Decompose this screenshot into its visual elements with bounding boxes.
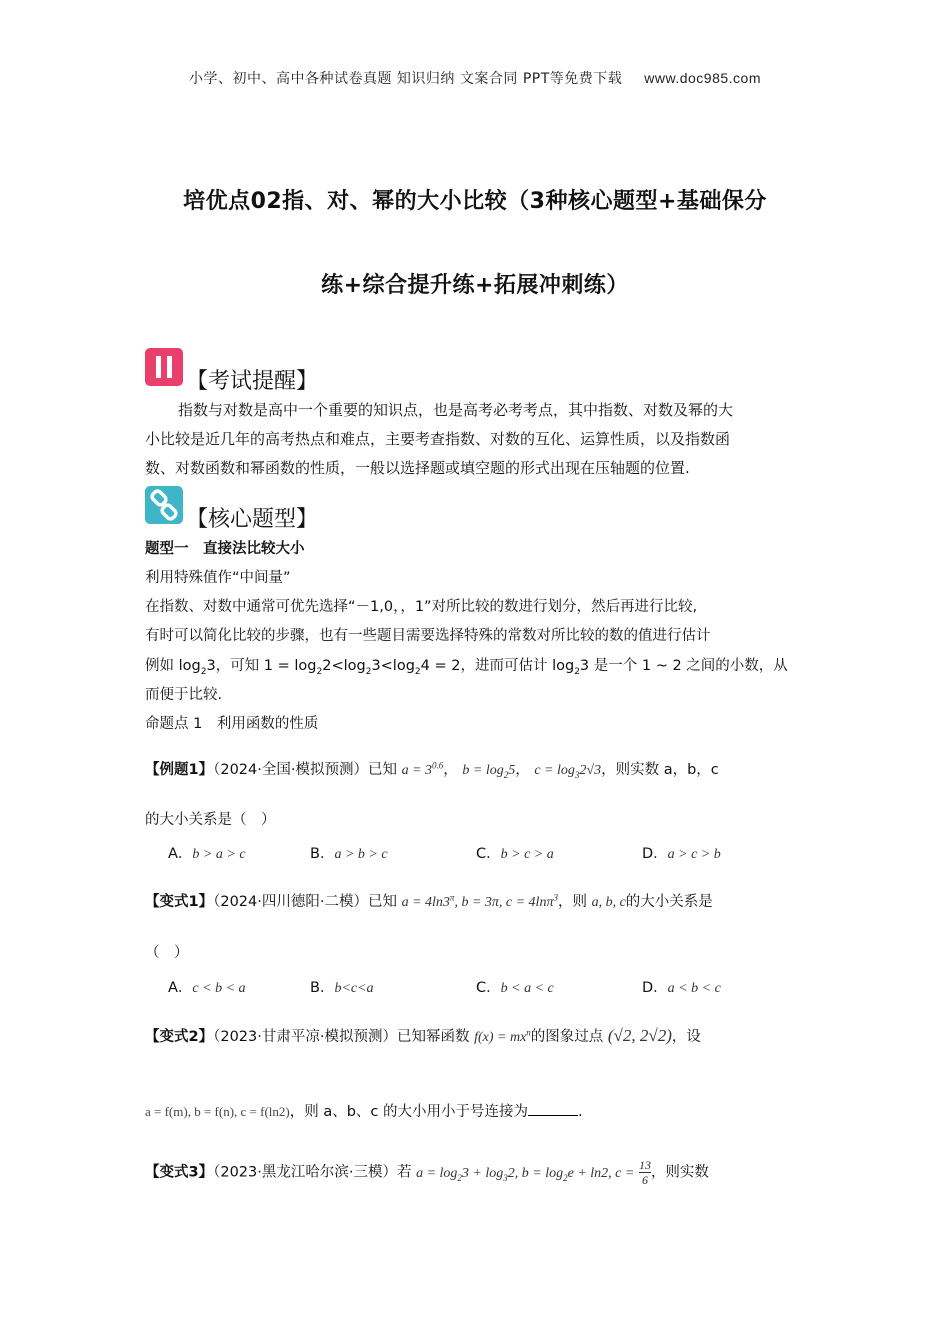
- type1-line2: 有时可以简化比较的步骤，也有一些题目需要选择特殊的常数对所比较的数的值进行估计: [145, 628, 711, 644]
- link-icon: [145, 486, 183, 524]
- example1-option-a[interactable]: A．b > a > c: [168, 846, 246, 862]
- section-heading-core-types: 【核心题型】: [186, 507, 319, 532]
- doc-title-line1: 培优点02指、对、幂的大小比较（3种核心题型+基础保分: [183, 189, 767, 214]
- header-text: 小学、初中、高中各种试卷真题 知识归纳 文案合同 PPT等免费下载: [188, 71, 623, 87]
- fraction-13-6: $\frac{13}{6}$: [638, 1158, 651, 1187]
- exam-tip-line: 指数与对数是高中一个重要的知识点，也是高考必考考点，其中指数、对数及幂的大: [178, 401, 734, 419]
- variant1-option-d[interactable]: D．a < b < c: [642, 980, 721, 996]
- pause-icon: [145, 348, 183, 386]
- exam-tip-line: 小比较是近几年的高考热点和难点，主要考查指数、对数的互化、运算性质，以及指数函: [145, 430, 731, 448]
- page-header: [0, 68, 950, 88]
- variant2-stem: 【变式2】（2023·甘肃平凉·模拟预测）已知幂函数 $f(x) = mx^n$的图象过点 (√2, 2√2)，设: [145, 1026, 701, 1045]
- example1-stem: 【例题1】（2024·全国·模拟预测）已知 $a = 3^{0.6}$， $b = \log_25$， $c = \log_32√3$，则实数 a，b，c: [145, 760, 719, 780]
- variant3-stem: 【变式3】（2023·黑龙江哈尔滨·三模）若 $a = \log_23 + \log_32$, $b = \log_2e + \ln 2$, c = $\frac{13}{6}$ ，则实数: [145, 1158, 709, 1187]
- exam-tip-line: 数、对数函数和幂函数的性质，一般以选择题或填空题的形式出现在压轴题的位置.: [145, 459, 690, 477]
- section-heading-exam-tip: 【考试提醒】: [186, 369, 319, 394]
- type1-title: 题型一 直接法比较大小: [145, 541, 305, 557]
- type1-line1: 在指数、对数中通常可优先选择“－1,0，，1”对所比较的数进行划分，然后再进行比较,: [145, 599, 698, 615]
- variant1-question: （ ）: [145, 945, 189, 961]
- variant1-stem: 【变式1】（2024·四川德阳·二模）已知 $a = 4\ln 3^\pi$, b = 3π, c = 4lnπ$^3$，则 a, b, c的大小关系是: [145, 892, 713, 910]
- variant1-option-c[interactable]: C．b < a < c: [476, 980, 554, 996]
- type1-line3: 例如 $\log_23$，可知 $1 = \log_22<\log_23<\log_24 = 2$，进而可估计 $\log_23$ 是一个 1 ~ 2 之间的小数，从: [145, 658, 788, 677]
- exam-tip-paragraph: [145, 396, 807, 483]
- type1-line4: 而便于比较.: [145, 687, 223, 703]
- example1-option-d[interactable]: D．a > c > b: [642, 846, 721, 862]
- variant1-option-a[interactable]: A．c < b < a: [168, 980, 246, 996]
- example1-option-b[interactable]: B．a > b > c: [310, 846, 388, 862]
- point1-title: 命题点 1 利用函数的性质: [145, 716, 319, 732]
- example1-option-c[interactable]: C．b > c > a: [476, 846, 554, 862]
- type1-subtitle: 利用特殊值作“中间量”: [145, 570, 291, 586]
- variant1-option-b[interactable]: B．b<c<a: [310, 980, 374, 996]
- header-url[interactable]: www.doc985.com: [644, 70, 761, 86]
- example1-question: 的大小关系是（ ）: [145, 812, 276, 828]
- answer-blank[interactable]: [528, 1103, 578, 1116]
- doc-title-line2: 练+综合提升练+拓展冲刺练）: [321, 273, 629, 298]
- variant2-line2: a = f(m), b = f(n), c = f(ln2)，则 a、b、c 的大小用小于号连接为 .: [145, 1104, 583, 1120]
